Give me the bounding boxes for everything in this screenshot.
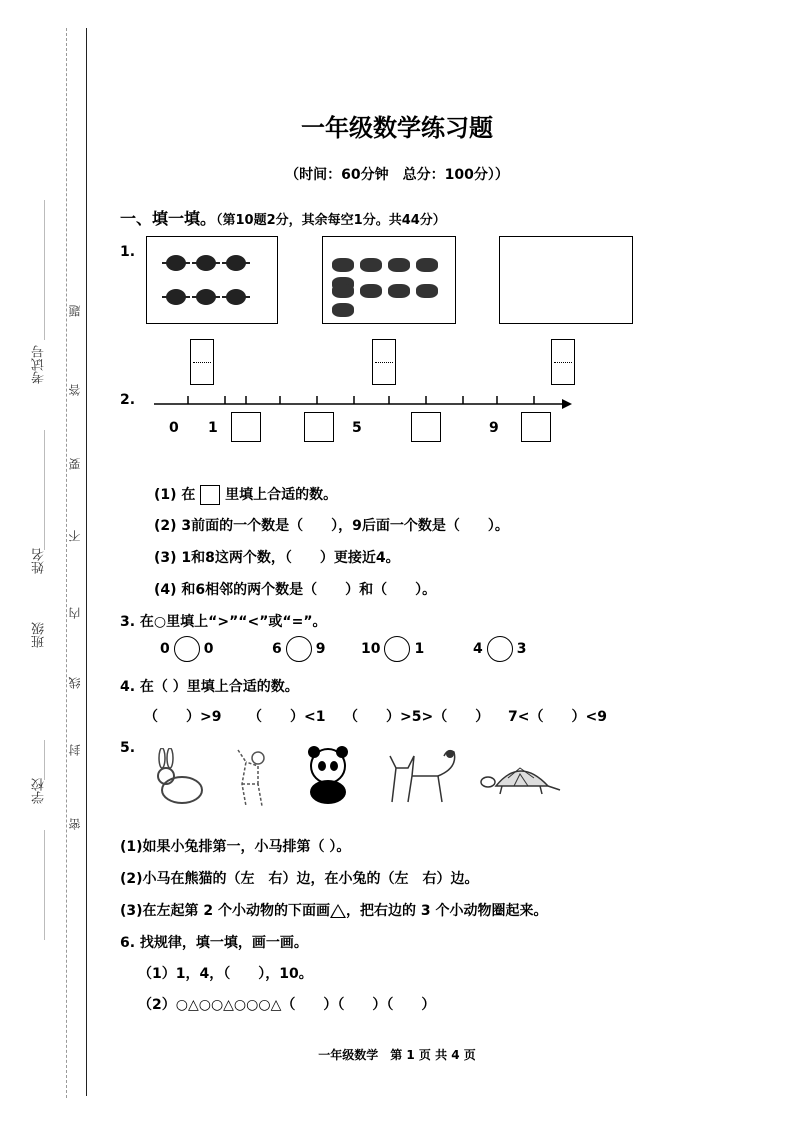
turtle-icon [480,756,564,802]
section-note: （第10题2分，其余每空1分。共44分） [216,213,446,228]
picture-box-bugs [146,236,278,324]
q5-sub3-pre: (3)在左起第 2 个小动物的下面画 [120,903,331,919]
q2-sub4: (4) 和6相邻的两个数是（ ）和（ ）。 [154,582,437,598]
compare-circle[interactable] [384,636,410,662]
rabbit-icon [150,748,210,808]
compare-left: 0 [160,641,170,657]
page-footer: 一年级数学 第 1 页 共 4 页 [318,1048,476,1062]
compare-left: 6 [272,641,282,657]
number-line-answer-box[interactable] [411,412,441,442]
q5-number: 5. [120,740,136,756]
compare-item [473,636,527,662]
picture-box-empty[interactable] [499,236,633,324]
fill-item[interactable]: （ ）>5>（ ） [344,709,490,725]
q6-sub1: （1）1，4，（ ），10。 [138,966,313,982]
q6-text: 6. 找规律，填一填，画一画。 [120,935,308,951]
number-line-answer-box[interactable] [521,412,551,442]
number-line-answer-box[interactable] [231,412,261,442]
binding-solid-line [86,28,87,1096]
section-heading [120,206,446,229]
horse-icon [228,744,274,810]
q3-text: 3. 在○里填上“>”“<”或“=”。 [120,614,327,630]
q2-sub1 [154,484,337,505]
q2-sub1-pre: (1) 在 [154,487,196,503]
q2-number: 2. [120,392,136,408]
hippo-icon [329,283,453,321]
page-title: 一年级数学练习题 [301,113,493,142]
compare-left: 10 [361,641,381,657]
q5-sub3-post: ，把右边的 3 个小动物圈起来。 [346,903,548,919]
compare-circle[interactable] [487,636,513,662]
q6-sub2: （2）○△○○△○○○△（ ）（ ）（ ） [138,997,436,1013]
fox-icon [382,746,464,806]
compare-circle[interactable] [174,636,200,662]
answer-box[interactable] [551,339,575,385]
fill-item[interactable]: 7<（ ）<9 [508,709,607,725]
compare-right: 9 [315,641,326,657]
seal-char: 不 [68,530,82,542]
exam-no-label: 考试号 [32,345,47,384]
compare-circle[interactable] [286,636,312,662]
seal-char: 答 [68,384,82,396]
fill-item[interactable]: （ ）<1 [248,709,326,725]
section-title: 一、填一填。 [120,209,217,228]
compare-item [160,636,214,662]
q2-sub3: (3) 1和8这两个数，（ ）更接近4。 [154,550,400,566]
q1-number: 1. [120,244,136,260]
ladybug-icon [161,255,251,275]
seal-char: 封 [68,744,82,756]
panda-icon [302,744,354,806]
tick-label: 0 [169,420,179,436]
tick-label: 9 [489,420,499,436]
compare-right: 0 [203,641,214,657]
answer-box[interactable] [190,339,214,385]
name-label: 姓名 [32,548,47,574]
binding-dashed-line [66,28,67,1098]
seal-char: 题 [68,305,82,317]
tick-label: 1 [208,420,218,436]
picture-box-hippos [322,236,456,324]
compare-left: 4 [473,641,483,657]
q4-text: 4. 在（ ）里填上合适的数。 [120,679,299,695]
triangle-icon [330,904,346,918]
school-label: 学校 [32,778,47,804]
ladybug-icon [161,289,251,309]
compare-item [272,636,326,662]
q5-sub1: (1)如果小兔排第一，小马排第（ ）。 [120,839,351,855]
school-line-lower [44,830,45,940]
class-label: 班级 [32,622,47,648]
number-line [150,392,574,416]
compare-right: 3 [516,641,527,657]
number-line-answer-box[interactable] [304,412,334,442]
page-subtitle: （时间：60分钟 总分：100分）） [285,167,509,183]
name-line [44,430,45,550]
seal-char: 密 [68,818,82,830]
exam-no-line [44,200,45,340]
compare-item [361,636,424,662]
fill-item[interactable]: （ ）>9 [144,709,222,725]
answer-box[interactable] [372,339,396,385]
q2-sub1-post: 里填上合适的数。 [225,487,338,503]
seal-char: 线 [68,677,82,689]
q5-sub3 [120,900,548,920]
tick-label: 5 [352,420,362,436]
q2-sub2: (2) 3前面的一个数是（ ），9后面一个数是（ ）。 [154,518,509,534]
seal-char: 要 [68,458,82,470]
q5-sub2: (2)小马在熊猫的（左 右）边，在小兔的（左 右）边。 [120,871,479,887]
compare-right: 1 [414,641,425,657]
seal-char: 内 [68,607,82,619]
school-line [44,740,45,780]
square-icon [200,485,220,505]
